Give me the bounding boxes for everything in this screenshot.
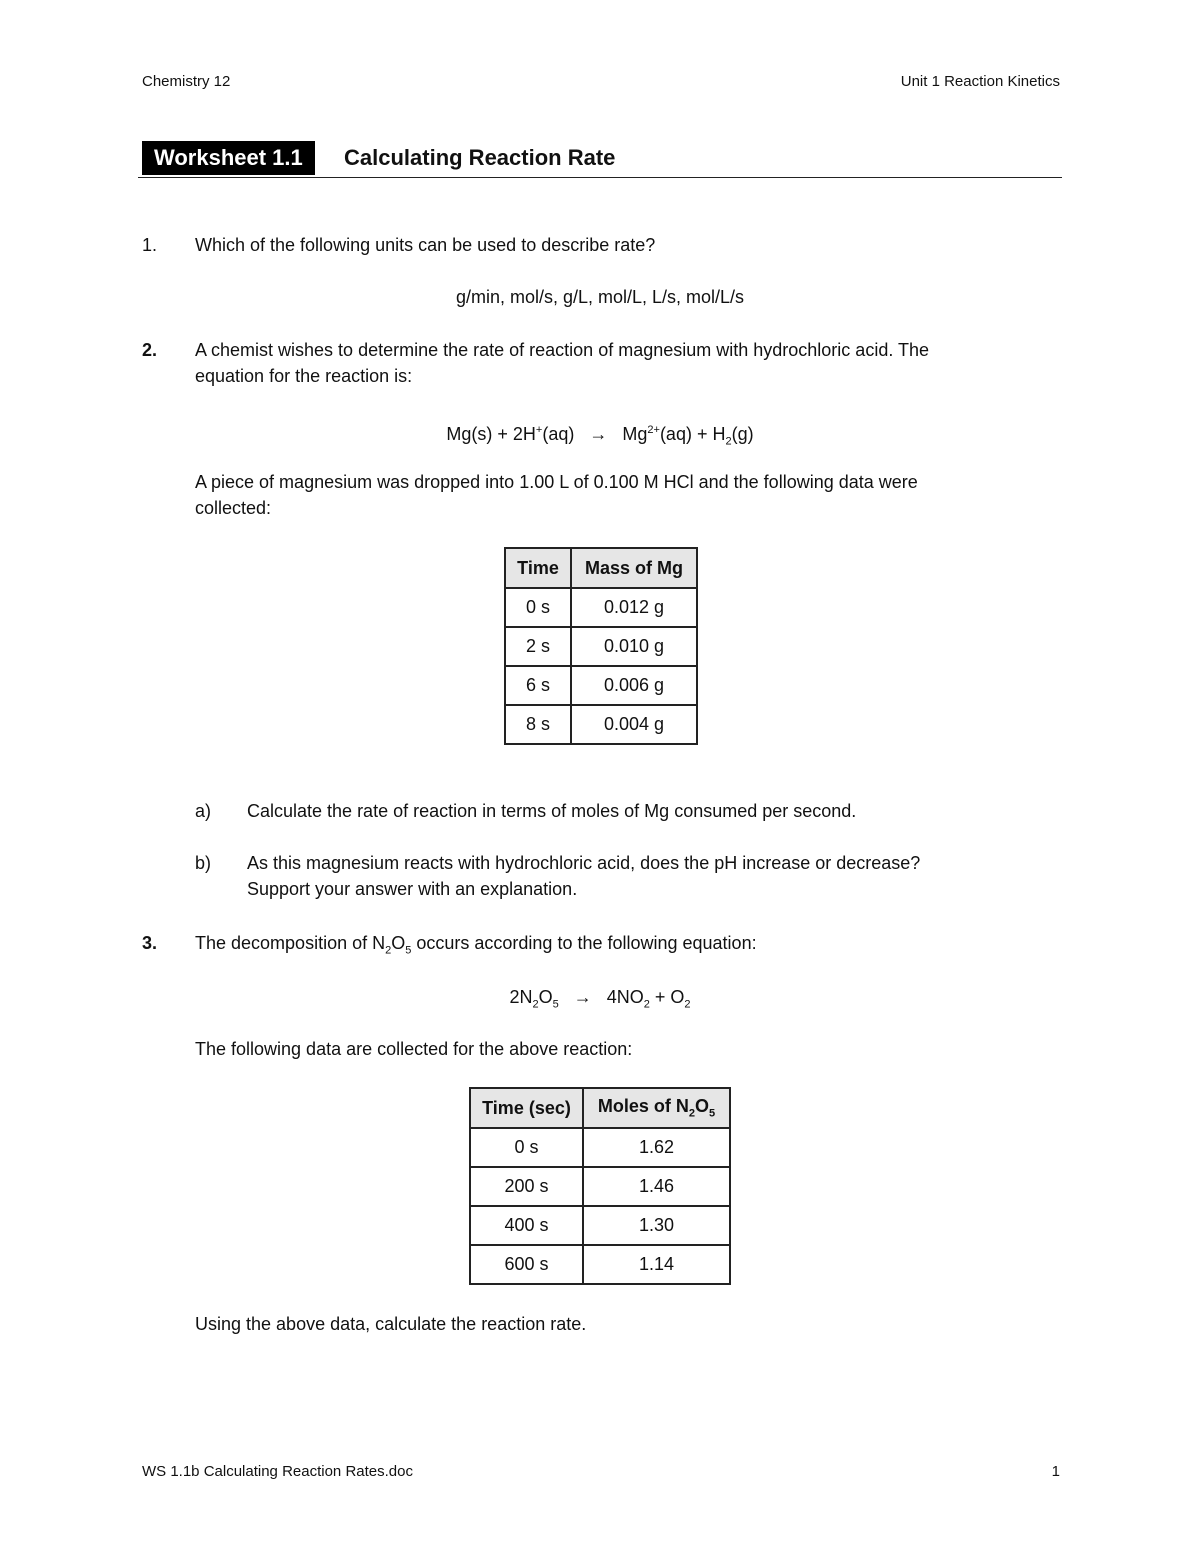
q2a-text: Calculate the rate of reaction in terms of moles of Mg consumed per second.: [247, 801, 857, 821]
q2-equation: $Mg(s) + 2H^+(aq) \to Mg^{2+}(aq) + H_2(g)$: [446, 424, 754, 448]
q3-number: 3.: [142, 933, 158, 953]
q3-final-instruction: Using the above data, calculate the reaction rate.: [195, 1314, 587, 1334]
table-cell: 2 s: [505, 627, 571, 666]
table-cell: 1.46: [583, 1167, 730, 1206]
worksheet-label: Worksheet 1.1: [142, 141, 315, 175]
table-cell: 400 s: [470, 1206, 583, 1245]
table-header: Time (sec): [470, 1088, 583, 1128]
q2b-line2: Support your answer with an explanation.: [247, 879, 578, 899]
q2-data-line1: A piece of magnesium was dropped into 1.00 L of 0.100 M HCl and the following data were: [195, 472, 918, 492]
q1-units: g/min, mol/s, g/L, mol/L, L/s, mol/L/s: [455, 287, 745, 307]
mg-data-table: [504, 547, 698, 745]
q3-equation: $2N_2O_5 \to 4NO_2 + O_2$: [509, 987, 691, 1011]
table-cell: 0.012 g: [571, 588, 697, 627]
q2b-label: b): [195, 853, 212, 873]
table-cell: 0.010 g: [571, 627, 697, 666]
table-cell: 1.14: [583, 1245, 730, 1284]
q2-number: 2.: [142, 340, 158, 360]
q3-data-text: The following data are collected for the above reaction:: [195, 1039, 633, 1059]
q2a-label: a): [195, 801, 212, 821]
header-course: Chemistry 12: [142, 73, 231, 90]
table-cell: 0.006 g: [571, 666, 697, 705]
table-cell: 0 s: [505, 588, 571, 627]
q3-text: The decomposition of $N_2O_5$ occurs according to the following equation:: [195, 933, 757, 957]
worksheet-title: Calculating Reaction Rate: [344, 145, 616, 170]
footer-page-number: 1: [1051, 1463, 1060, 1480]
table-cell: 0.004 g: [571, 705, 697, 744]
table-cell: 0 s: [470, 1128, 583, 1167]
table-header: Time: [505, 548, 571, 588]
q2-text-line2: equation for the reaction is:: [195, 366, 413, 386]
table-cell: 600 s: [470, 1245, 583, 1284]
table-cell: 6 s: [505, 666, 571, 705]
n2o5-data-table: [469, 1087, 731, 1285]
q1-text: Which of the following units can be used to describe rate?: [195, 235, 656, 255]
table-cell: 8 s: [505, 705, 571, 744]
table-header: Mass of Mg: [571, 548, 697, 588]
worksheet-title-bar: [138, 139, 1062, 178]
table-header: Moles of $N_2O_5$: [583, 1088, 730, 1128]
q2-data-line2: collected:: [195, 498, 272, 518]
q1-number: 1.: [142, 235, 158, 255]
table-cell: 1.30: [583, 1206, 730, 1245]
header-unit: Unit 1 Reaction Kinetics: [900, 73, 1060, 90]
footer-filename: WS 1.1b Calculating Reaction Rates.doc: [142, 1463, 413, 1480]
table-cell: 1.62: [583, 1128, 730, 1167]
q2b-line1: As this magnesium reacts with hydrochloric acid, does the pH increase or decrease?: [247, 853, 921, 873]
table-cell: 200 s: [470, 1167, 583, 1206]
q2-text-line1: A chemist wishes to determine the rate of reaction of magnesium with hydrochloric acid. The: [195, 340, 930, 360]
